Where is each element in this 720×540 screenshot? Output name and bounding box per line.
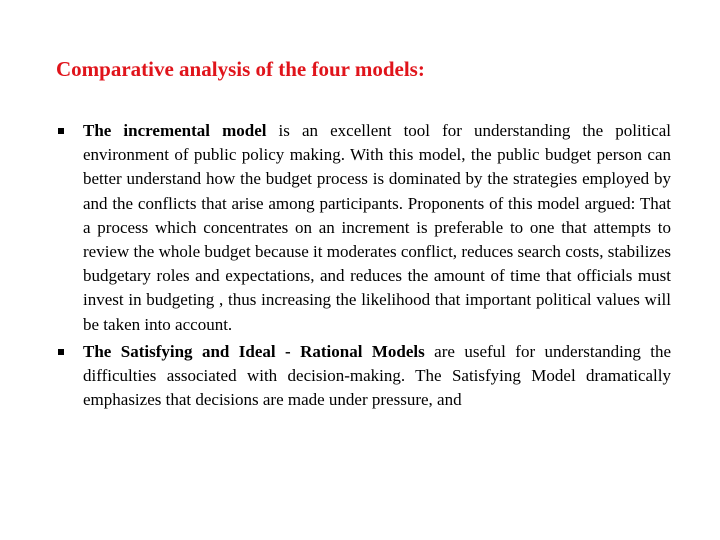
slide-title: Comparative analysis of the four models: xyxy=(56,57,425,81)
square-bullet-icon xyxy=(58,128,64,134)
bullet-item-incremental-model xyxy=(56,119,671,337)
square-bullet-icon xyxy=(58,349,64,355)
bullet-item-satisfying-rational-models xyxy=(56,340,671,413)
bullet-list xyxy=(56,119,671,415)
bullet-lead: The Satisfying and Ideal - Rational Models xyxy=(83,341,425,361)
bullet-text: is an excellent tool for understanding the political environment of public policy making. With this model, the public budget person can better understand how the budget process is dominated by the strategies employed by and the conflicts that arise among participants. Proponents of this model argued: That a process which concentrates on an increment is preferable to one that attempts to review the whole budget because it moderates conflict, reduces search costs, stabilizes budgetary roles and expectations, and reduces the amount of time that officials must invest in budgeting , thus increasing the likelihood that important political values will be taken into account. xyxy=(83,121,671,334)
bullet-lead: The incremental model xyxy=(83,121,267,140)
bullet-text: are useful for understanding the difficulties associated with decision-making. The Satisfying Model dramatically emphasizes that decisions are made under pressure, and xyxy=(83,341,672,410)
